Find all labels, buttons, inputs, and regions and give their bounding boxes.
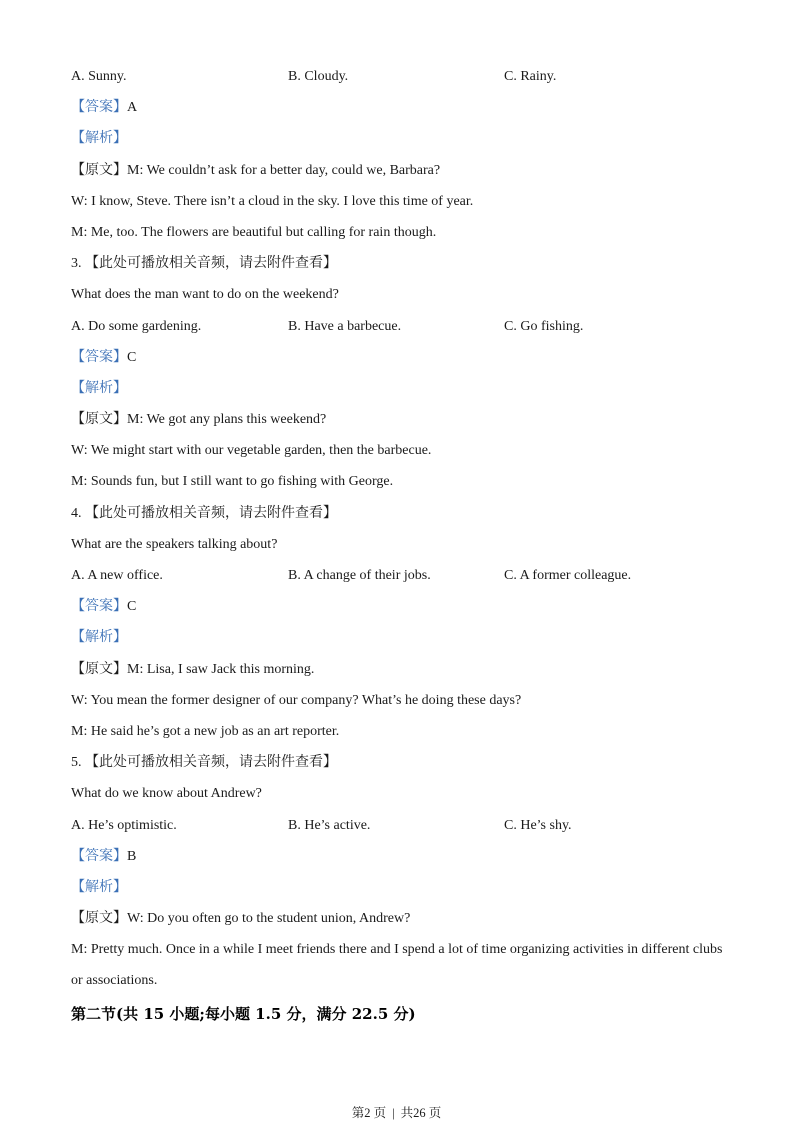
- answer-line: [71, 92, 751, 123]
- text-line: M: He said he’s got a new job as an art reporter.: [71, 723, 340, 739]
- analysis-line: [71, 872, 751, 903]
- analysis-tag: 【解析】: [71, 380, 127, 396]
- text-line: What are the speakers talking about?: [71, 536, 278, 552]
- transcript-tag: 【原文】: [71, 162, 127, 178]
- options-row: [71, 311, 751, 342]
- text-line: or associations.: [71, 973, 158, 989]
- text-line: W: You mean the former designer of our company? What’s he doing these days?: [71, 692, 522, 708]
- answer-value: B: [127, 848, 137, 864]
- page-number: 第2 页: [351, 1106, 387, 1120]
- text-line: What does the man want to do on the weekend?: [71, 287, 339, 303]
- option-b: B. A change of their jobs.: [288, 568, 431, 583]
- text-line: 5. 【此处可播放相关音频，请去附件查看】: [71, 755, 337, 771]
- answer-tag: 【答案】: [71, 599, 127, 615]
- option-a: A. Do some gardening.: [71, 318, 202, 334]
- option-a: A. Sunny.: [71, 69, 127, 84]
- page-footer: [0, 1103, 793, 1121]
- text-line: M: Me, too. The flowers are beautiful but calling for rain though.: [71, 224, 437, 240]
- option-c: C. A former colleague.: [504, 568, 632, 583]
- document-body: [71, 61, 751, 1031]
- section-title: 第二节(共 15 小题;每小题 1.5 分，满分 22.5 分): [71, 1004, 416, 1023]
- analysis-line: [71, 622, 751, 653]
- option-b: B. Have a barbecue.: [288, 318, 402, 334]
- options-row: [71, 61, 751, 92]
- text-line: 4. 【此处可播放相关音频，请去附件查看】: [71, 505, 337, 521]
- answer-line: [71, 342, 751, 373]
- option-c: C. Go fishing.: [504, 318, 584, 334]
- transcript-text: W: Do you often go to the student union, Andrew?: [127, 911, 411, 927]
- answer-value: C: [127, 349, 137, 365]
- footer-separator: |: [392, 1106, 395, 1120]
- text-line: 3. 【此处可播放相关音频，请去附件查看】: [71, 256, 337, 272]
- option-a: A. A new office.: [71, 568, 163, 583]
- option-b: B. Cloudy.: [288, 69, 349, 84]
- transcript-text: M: We couldn’t ask for a better day, could we, Barbara?: [127, 162, 441, 178]
- analysis-tag: 【解析】: [71, 630, 127, 646]
- answer-line: [71, 591, 751, 622]
- answer-value: C: [127, 599, 137, 615]
- transcript-line: [71, 404, 751, 435]
- answer-tag: 【答案】: [71, 349, 127, 365]
- option-b: B. He’s active.: [288, 817, 371, 833]
- total-pages: 共26 页: [400, 1106, 442, 1120]
- text-line: W: We might start with our vegetable garden, then the barbecue.: [71, 443, 432, 459]
- answer-tag: 【答案】: [71, 848, 127, 864]
- answer-tag: 【答案】: [71, 100, 127, 116]
- transcript-text: M: We got any plans this weekend?: [127, 412, 327, 428]
- option-a: A. He’s optimistic.: [71, 817, 177, 833]
- text-line: W: I know, Steve. There isn’t a cloud in the sky. I love this time of year.: [71, 193, 474, 209]
- options-row: [71, 560, 751, 591]
- analysis-tag: 【解析】: [71, 131, 127, 147]
- options-row: [71, 810, 751, 841]
- answer-value: A: [127, 100, 138, 116]
- analysis-tag: 【解析】: [71, 879, 127, 895]
- text-line: M: Sounds fun, but I still want to go fishing with George.: [71, 474, 394, 490]
- option-c: C. Rainy.: [504, 69, 557, 84]
- analysis-line: [71, 373, 751, 404]
- transcript-tag: 【原文】: [71, 412, 127, 428]
- transcript-tag: 【原文】: [71, 661, 127, 677]
- transcript-line: [71, 155, 751, 186]
- text-line: M: Pretty much. Once in a while I meet friends there and I spend a lot of time organizing activities in different clubs: [71, 942, 723, 958]
- answer-line: [71, 841, 751, 872]
- analysis-line: [71, 123, 751, 154]
- option-c: C. He’s shy.: [504, 817, 572, 833]
- transcript-tag: 【原文】: [71, 911, 127, 927]
- transcript-line: [71, 903, 751, 934]
- text-line: What do we know about Andrew?: [71, 786, 262, 802]
- transcript-line: [71, 654, 751, 685]
- transcript-text: M: Lisa, I saw Jack this morning.: [127, 661, 315, 677]
